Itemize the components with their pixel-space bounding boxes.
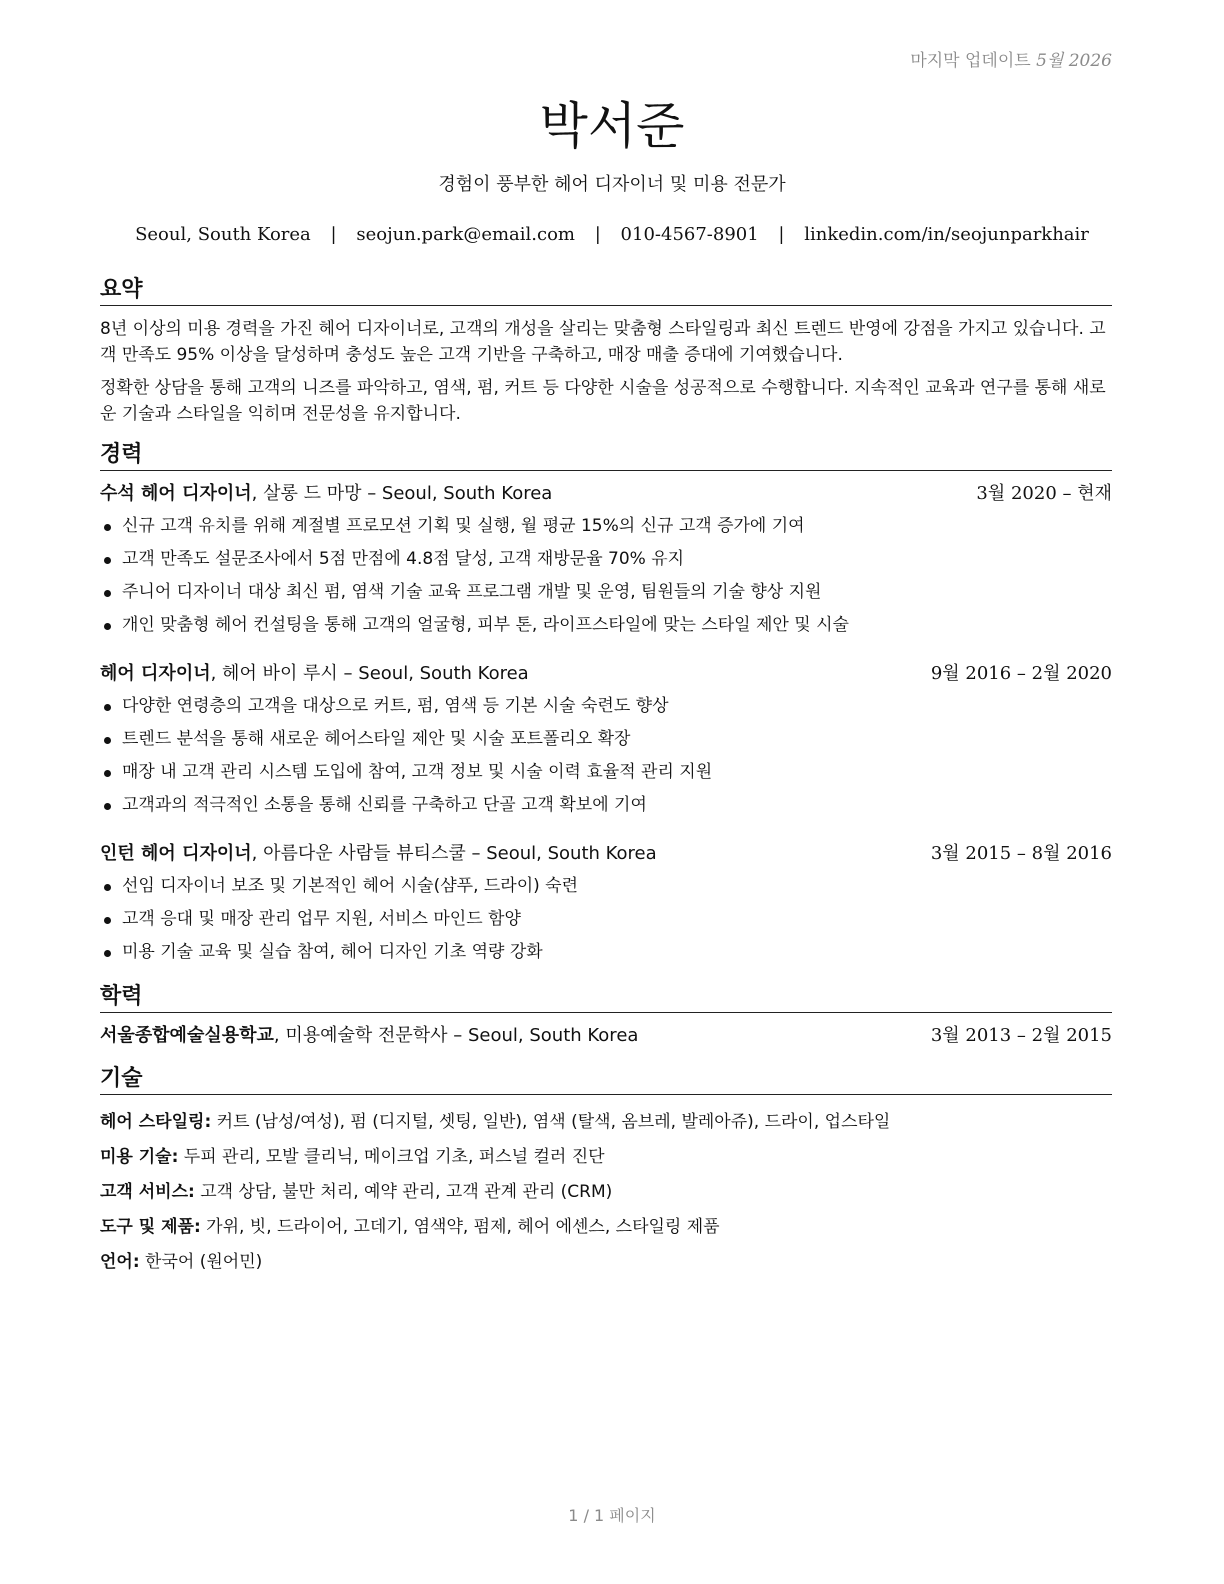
contact-linkedin[interactable]: linkedin.com/in/seojunparkhair: [804, 224, 1089, 245]
skills-list: [100, 1105, 1112, 1280]
job-role: 인턴 헤어 디자이너: [100, 843, 252, 864]
skill-key: 헤어 스타일링:: [100, 1112, 212, 1132]
section-title-summary: 요약: [100, 276, 1112, 306]
job-bullet: 고객 응대 및 매장 관리 업무 지원, 서비스 마인드 함양: [100, 903, 1112, 936]
education-dates: 3월 2013 – 2월 2015: [930, 1025, 1112, 1046]
job-bullet: 다양한 연령층의 고객을 대상으로 커트, 펌, 염색 등 기본 시술 숙련도 향상: [100, 690, 1112, 723]
page-footer: 1 / 1 페이지: [568, 1506, 656, 1525]
job-role: 헤어 디자이너: [100, 663, 211, 684]
job-dates: 3월 2015 – 8월 2016: [930, 843, 1112, 864]
contact-separator: |: [330, 224, 337, 245]
job-bullet: 고객과의 적극적인 소통을 통해 신뢰를 구축하고 단골 고객 확보에 기여: [100, 789, 1112, 822]
summary-paragraph: 8년 이상의 미용 경력을 가진 헤어 디자이너로, 고객의 개성을 살리는 맞춤형 스타일링과 최신 트렌드 반영에 강점을 가지고 있습니다. 고객 만족도 95% 이상을 달성하며 충성도 높은 고객 기반을 구축하고, 매장 매출 증대에 기여했습니다.: [100, 319, 1106, 365]
job-bullet: 미용 기술 교육 및 실습 참여, 헤어 디자인 기초 역량 강화: [100, 936, 1112, 969]
job-bullet: 트렌드 분석을 통해 새로운 헤어스타일 제안 및 시술 포트폴리오 확장: [100, 723, 1112, 756]
job-entry: [100, 481, 1112, 642]
job-header: [100, 481, 1112, 507]
skill-value: 두피 관리, 모발 클리닉, 메이크업 기초, 퍼스널 컬러 진단: [178, 1147, 605, 1167]
last-updated-label: 마지막 업데이트: [910, 51, 1031, 71]
person-name: 박서준: [539, 97, 685, 155]
job-bullets: [100, 510, 1112, 642]
last-updated-year: 2026: [1068, 51, 1112, 71]
skill-key: 고객 서비스:: [100, 1182, 195, 1202]
skill-item: [100, 1140, 1112, 1175]
resume-content: [100, 276, 1112, 1280]
contact-location: Seoul, South Korea: [135, 224, 311, 245]
skill-value: 가위, 빗, 드라이어, 고데기, 염색약, 펌제, 헤어 에센스, 스타일링 제품: [200, 1217, 720, 1237]
job-bullet: 선임 디자이너 보조 및 기본적인 헤어 시술(샴푸, 드라이) 숙련: [100, 870, 1112, 903]
skill-item: [100, 1210, 1112, 1245]
skill-key: 언어:: [100, 1252, 140, 1272]
tagline: 경험이 풍부한 헤어 디자이너 및 미용 전문가: [438, 174, 786, 195]
job-org: , 살롱 드 마망 – Seoul, South Korea: [251, 483, 553, 504]
last-updated: [910, 46, 1112, 71]
skill-value: 커트 (남성/여성), 펌 (디지털, 셋팅, 일반), 염색 (탈색, 옴브레, 발레아쥬), 드라이, 업스타일: [211, 1112, 891, 1132]
education-entry: [100, 1023, 1112, 1049]
job-dates: 9월 2016 – 2월 2020: [930, 663, 1112, 684]
job-bullet: 매장 내 고객 관리 시스템 도입에 참여, 고객 정보 및 시술 이력 효율적 관리 지원: [100, 756, 1112, 789]
contact-line: [0, 224, 1224, 245]
job-bullet: 신규 고객 유치를 위해 계절별 프로모션 기획 및 실행, 월 평균 15%의 신규 고객 증가에 기여: [100, 510, 1112, 543]
job-header: [100, 661, 1112, 687]
job-bullet: 고객 만족도 설문조사에서 5점 만점에 4.8점 달성, 고객 재방문율 70% 유지: [100, 543, 1112, 576]
skill-key: 미용 기술:: [100, 1147, 179, 1167]
job-entry: [100, 661, 1112, 822]
section-title-education: 학력: [100, 983, 1112, 1013]
contact-phone[interactable]: 010-4567-8901: [620, 224, 759, 245]
skill-item: [100, 1175, 1112, 1210]
education-school: 서울종합예술실용학교: [100, 1025, 274, 1046]
skill-key: 도구 및 제품:: [100, 1217, 201, 1237]
section-title-skills: 기술: [100, 1065, 1112, 1095]
skill-value: 고객 상담, 불만 처리, 예약 관리, 고객 관계 관리 (CRM): [194, 1182, 613, 1202]
skill-item: [100, 1245, 1112, 1280]
last-updated-month: 5월: [1036, 51, 1064, 71]
job-header: [100, 841, 1112, 867]
section-title-experience: 경력: [100, 441, 1112, 471]
skill-value: 한국어 (원어민): [139, 1252, 263, 1272]
job-bullet: 개인 맞춤형 헤어 컨설팅을 통해 고객의 얼굴형, 피부 톤, 라이프스타일에 맞는 스타일 제안 및 시술: [100, 609, 1112, 642]
contact-separator: |: [594, 224, 601, 245]
education-detail: , 미용예술학 전문학사 – Seoul, South Korea: [273, 1025, 639, 1046]
job-org: , 아름다운 사람들 뷰티스쿨 – Seoul, South Korea: [251, 843, 657, 864]
contact-separator: |: [778, 224, 785, 245]
contact-email[interactable]: seojun.park@email.com: [356, 224, 575, 245]
job-role: 수석 헤어 디자이너: [100, 483, 252, 504]
job-dates: 3월 2020 – 현재: [976, 483, 1112, 504]
job-bullet: 주니어 디자이너 대상 최신 펌, 염색 기술 교육 프로그램 개발 및 운영, 팀원들의 기술 향상 지원: [100, 576, 1112, 609]
job-bullets: [100, 690, 1112, 822]
job-org: , 헤어 바이 루시 – Seoul, South Korea: [210, 663, 529, 684]
skill-item: [100, 1105, 1112, 1140]
summary-paragraph: 정확한 상담을 통해 고객의 니즈를 파악하고, 염색, 펌, 커트 등 다양한 시술을 성공적으로 수행합니다. 지속적인 교육과 연구를 통해 새로운 기술과 스타일을 익히며 전문성을 유지합니다.: [100, 378, 1106, 424]
job-entry: [100, 841, 1112, 969]
job-bullets: [100, 870, 1112, 969]
